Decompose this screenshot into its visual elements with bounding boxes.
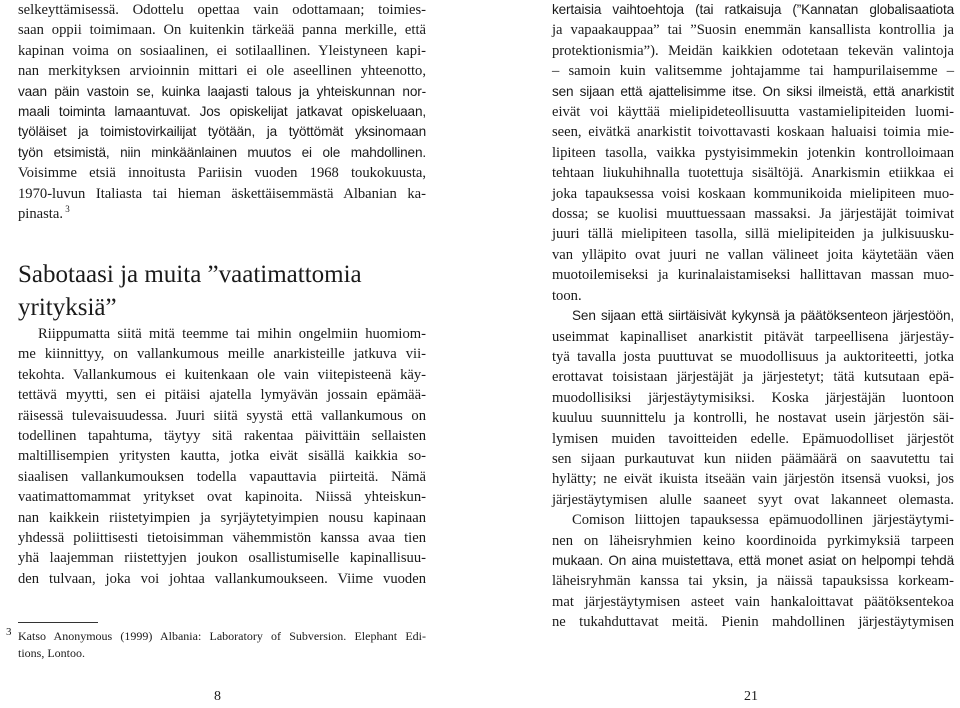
footnote-line: tions, Lontoo. <box>18 646 86 660</box>
text-line: protektionismia”). Meidän kaikkien odotetaan tekevän valintoja <box>552 42 954 59</box>
text-line: nen on läheisryhmien keino koordinoida pyrkimyksiä tarpeen <box>552 532 954 549</box>
text-line: lipiteen tasolla, vaikka pystyisimmekin jotenkin kontrolloimaan <box>552 144 954 161</box>
text-line: todellinen tapahtuma, täytyy sitä rakentaa päivittäin sellaisten <box>18 428 426 445</box>
text-line: joka tapauksessa voisi koskaan kommunikoida mielipiteen muo- <box>552 185 954 202</box>
text-line: juuri tällä mielipiteen tasolla, sillä mielipiteiden ja julkisuusku- <box>552 226 954 243</box>
footnote-rule <box>18 622 98 623</box>
text-line: ne tukahduttavat meitä. Pienin mahdollinen järjestäytymisen <box>552 614 954 631</box>
text-line: Voisimme etsiä innoitusta Pariisin vuoden 1968 toukokuusta, <box>18 165 426 182</box>
section-heading-line-2: yrityksiä” <box>18 294 117 321</box>
text-line: sen sijaan purkautuvat kun niiden päämäärä on saavutettu tai <box>552 450 954 467</box>
text-line: muodollisiksi järjestäytymisiksi. Koska järjestäjän luontoon <box>552 389 954 406</box>
text-line: toon. <box>552 287 582 304</box>
text-line: kuuluu suunnittelu ja kontrolli, he nostavat usein järjestön säi- <box>552 410 954 427</box>
footnote-number: 3 <box>6 626 12 638</box>
text-line: selkeyttämisessä. Odottelu opettaa vain odottamaan; toimies- <box>18 2 426 18</box>
text-line: Riippumatta siitä mitä teemme tai mihin ongelmiin huomiom- <box>38 326 426 342</box>
text-line: yhdessä poliittisesti tietoisimman vähemmistön kanssa avaa tien <box>18 530 426 547</box>
text-line: nan kaikkein riistetyimpien ja syrjäytetyimpien nousu kapinaan <box>18 509 426 526</box>
text-line: vaan päin vastoin se, kuinka laajasti talous ja yhteiskunnan nor- <box>18 83 426 99</box>
text-line: läheisryhmän kanssa tai yksin, ja näissä tapauksissa korkeam- <box>552 573 954 590</box>
text-line: Sen sijaan että siirtäisivät kykynsä ja päätöksenteon järjestöön, <box>572 308 954 324</box>
section-heading-line-1: Sabotaasi ja muita ”vaatimattomia <box>18 261 362 288</box>
text-line: 1970-luvun Italiasta tai hieman äskettäisemmästä Albanian ka- <box>18 185 426 202</box>
text-line: den tulvaan, joka voi johtaa vallankumoukseen. Viime vuoden <box>18 570 426 587</box>
page-number-left: 8 <box>214 689 221 704</box>
text-line: mukaan. On aina muistettava, että monet asiat on helpompi tehdä <box>552 552 954 568</box>
section-heading <box>18 258 438 324</box>
text-line: erottavat toisistaan järjestäjät ja järjestetyt; tätä kutsutaan epä- <box>552 369 954 386</box>
text-line: Comison liittojen tapauksessa epämuodollinen järjestäytymi- <box>572 512 954 529</box>
text-line: saan oppii toimimaan. On kuitenkin tärkeää panna merkille, että <box>18 22 426 39</box>
text-line: tehtaan liukuhihnalla tuotettuja sisältöjä. Anarkismin etiikkaa ei <box>552 165 954 182</box>
text-line: ja vapaakauppaa” tai ”Suosin enemmän kansallista kontrollia ja <box>552 22 954 39</box>
right-paragraphs <box>552 0 954 633</box>
text-line: – samoin kuin valitsemme johtajamme tai hampurilaisemme – <box>552 63 954 80</box>
footnote-line: Katso Anonymous (1999) Albania: Laboratory of Subversion. Elephant Edi- <box>18 629 426 643</box>
text-line: yhä laajemman riistettyjen joukon osallistumiselle kapinallisuu- <box>18 550 426 567</box>
text-line: maali toiminta lamaantuvat. Jos opiskelijat jatkavat opiskeluaan, <box>18 104 426 120</box>
footnote-text <box>18 628 426 662</box>
text-line: työläiset ja toimistovirkailijat työtään, ja työttömät yksinomaan <box>18 124 426 140</box>
text-line: sen sijaan että ajattelisimme itse. On siksi ilmeistä, että anarkistit <box>552 83 954 99</box>
right-page-column <box>552 0 954 633</box>
text-line: pinasta. $^3$ <box>18 204 70 223</box>
left-page-column <box>18 0 426 224</box>
text-line: eivät voi käyttää mielipideteollisuutta vastamielipiteiden luomi- <box>552 104 954 121</box>
text-line: siaalisen vallankumouksen todella vapauttavia piirteitä. Nämä <box>18 468 426 485</box>
text-line: lymisen muiden tavoitteiden edelle. Epämuodolliset järjestöt <box>552 430 954 447</box>
text-line: van ylläpito ovat juuri ne vallan välineet joita käytetään väen <box>552 246 954 263</box>
text-line: räisessä tulevaisuudessa. Juuri siitä syystä että vallankumous on <box>18 407 426 424</box>
text-line: useimmat kapinalliset anarkistit pitävät tarpeellisena järjestäy- <box>552 328 954 345</box>
text-line: maltillisempien yritysten kautta, jotka eivät sisällä kaikkia so- <box>18 448 426 465</box>
text-line: muotoilemiseksi ja kurinalaistamiseksi hallittavan massan muo- <box>552 267 954 284</box>
text-line: kertaisia vaihtoehtoja (tai ratkaisuja (”Kannatan globalisaatiota <box>552 2 954 17</box>
footnote-reference: 3 <box>63 204 70 215</box>
text-line: kapinan voima on sosiaalinen, ei sotilaallinen. Yleistyneen kapi- <box>18 42 426 59</box>
left-paragraph-bottom <box>18 324 426 589</box>
text-line: me kiinnittyy, on vallankumous meille anarkisteille jatkuva vii- <box>18 346 426 363</box>
text-line: tettävä myytti, sen ei pitäisi ajatella lymyävän jossain epämää- <box>18 387 426 404</box>
text-line: työn etsimistä, niin minkäänlainen muutos ei ole mahdollinen. <box>18 144 426 160</box>
text-line: dossa; se kuolisi muuttuessaan massaksi. Ja järjestäjät toimivat <box>552 206 954 223</box>
text-line: seen, eivätkä anarkistit toivottavasti koskaan haluaisi toimia mie- <box>552 124 954 141</box>
text-line: järjestäytymisen alulle saaneet syyt ovat lakanneet olemasta. <box>552 491 954 508</box>
text-line: tyä tavalla josta puuttuvat se muodollisuus ja auktoriteetti, jotka <box>552 348 954 365</box>
text-line: hylätty; ne eivät ikuista itseään vain järjestön itsensä vuoksi, jos <box>552 471 954 488</box>
text-line: nan merkityksen arvioinnin mittari ei ole aseellinen yhteenotto, <box>18 63 426 80</box>
text-line: mat järjestäytymisen asteet vain hankaloittavat päätöksentekoa <box>552 593 954 610</box>
page-number-right: 21 <box>744 689 758 704</box>
left-paragraph-top <box>18 0 426 224</box>
text-line: vaatimattomammat yritykset ovat kapinoita. Niissä yhteiskun- <box>18 489 426 506</box>
text-line: tekohta. Vallankumous ei kuitenkaan ole vain viitepisteenä käy- <box>18 366 426 383</box>
